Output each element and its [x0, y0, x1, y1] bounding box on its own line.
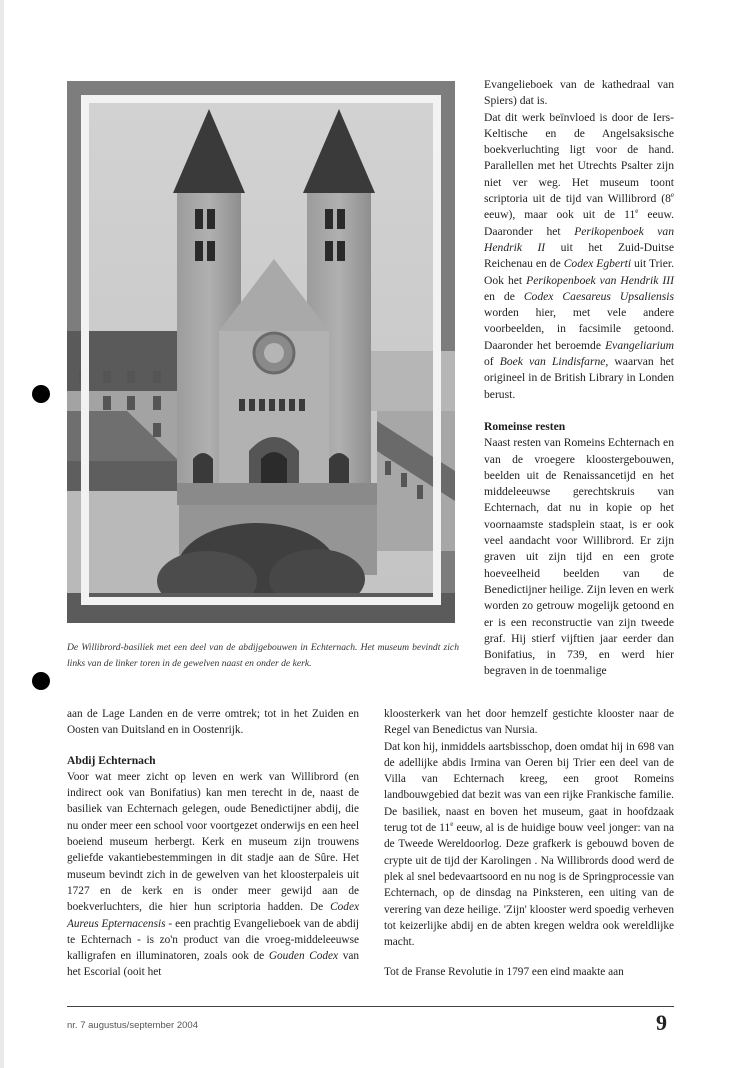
issue-label: nr. 7 augustus/september 2004 — [67, 1020, 198, 1031]
page-number: 9 — [656, 1010, 667, 1035]
paragraph: Dat dit werk beïnvloed is door de Iers-Keltische en de Angelsaksische boekverluchting ligt voor de hand. Parallellen met het Utrechts Psalter zijn niet ver weg. Het museum toont scriptoria uit de tijd van Willibrord (8e eeuw), maar ook uit de 11e eeuw. Daaronder het Perikopenboek van Hendrik II uit het Zuid-Duitse Reichenau en de Codex Egberti uit Trier. Ook het Perikopenboek van Hendrik III en de Codex Caesareus Upsaliensis worden hier, met vele andere voorbeelden, in facsimile getoond. Daaronder het beroemde Evangeliarium of Boek van Lindisfarne, waarvan het origineel in de British Library in Londen berust. — [484, 110, 675, 401]
paragraph: Naast resten van Romeins Echternach en van de vroegere kloostergebouwen, beelden uit de Renaissancetijd en het middeleeuwse gerechtskruis van Echternach, dat nu in kopie op het voornaamste stadsplein staat, is er ook veel aandacht voor Willibrord. Er zijn graven uit zijn tijd en een grote hoeveelheid beelden van de Benedictijner heilige. Zijn leven en werk worden zo getrouw mogelijk getoond en er is een reconstructie van zijn tweede graf. Hij stierf vijftien jaar eerder dan Bonifatius, in 739, en werd hier begraven in de toenmalige — [484, 436, 674, 678]
binder-hole-bottom — [32, 672, 50, 690]
basilica-photo — [67, 81, 455, 623]
footer-rule — [67, 1006, 674, 1007]
photo-caption: De Willibrord-basiliek met een deel van de abdijgebouwen in Echternach. Het museum bevindt zich links van de linker toren in de gewelven naast en onder de kerk. — [67, 642, 459, 669]
binder-hole-top — [32, 385, 50, 403]
right-column — [484, 77, 674, 680]
section-heading: Abdij Echternach — [67, 753, 156, 767]
paragraph: Dat kon hij, inmiddels aartsbisschop, doen omdat hij in 698 van de adellijke abdis Irmina van Oeren bij Trier een deel van de Villa van Echternach kreeg, een groot Romeins landbouwgebied dat bezit was van een rijke Frankische familie. De basiliek, naast en boven het museum, gaat in hoofdzaak terug tot de 11e eeuw, al is de huidige bouw veel jonger: van na de Tweede Wereldoorlog. Deze grafkerk is gebouwd boven de crypte uit de tijd der Karolingen . Na Willibrords dood werd de plek al snel bedevaartsoord en nu nog is de Springprocessie van Echternach, op de dinsdag na Pinksteren, een uiting van de verering van deze heilige. 'Zijn' klooster werd spoedig verheven tot keizerlijke abdij en de abten kregen weldra ook wereldlijke macht. — [384, 740, 675, 949]
left-column — [67, 706, 359, 981]
bottom-right-column — [384, 706, 674, 981]
section-heading: Romeinse resten — [484, 419, 566, 433]
paragraph: Voor wat meer zicht op leven en werk van Willibrord (en indirect ook van Bonifatius) kan men terecht in de, naast de basiliek van Echternach gelegen, oude Benedictijner abdij, die nu onder meer een school voor voortgezet onderwijs en een heel boeiend museum herbergt. Kerk en museum zijn trouwens geliefde vakantiebestemmingen in dit stadje aan de Sûre. Het museum bevindt zich in de gewelven van het kloosterpaleis uit 1727 en de kerk en is onder meer gewijd aan de boekverluchters, die hier hun scriptoria hadden. De Codex Aureus Epternacensis - een prachtig Evangelieboek van de abdij te Echternach - is zo'n product van die vroeg-middeleeuwse kalligrafen en illuminatoren, zoals ook de Gouden Codex van het Escorial (ooit het — [67, 770, 360, 979]
paragraph: aan de Lage Landen en de verre omtrek; tot in het Zuiden en Oosten van Duitsland en in Oostenrijk. — [67, 708, 359, 737]
paragraph: Evangelieboek van de kathedraal van Spiers) dat is. — [484, 78, 674, 108]
paragraph: Tot de Franse Revolutie in 1797 een eind maakte aan — [384, 966, 624, 979]
paragraph: kloosterkerk van het door hemzelf gestichte klooster naar de Regel van Benedictus van Nursia. — [384, 708, 674, 737]
page-edge — [0, 0, 4, 1068]
